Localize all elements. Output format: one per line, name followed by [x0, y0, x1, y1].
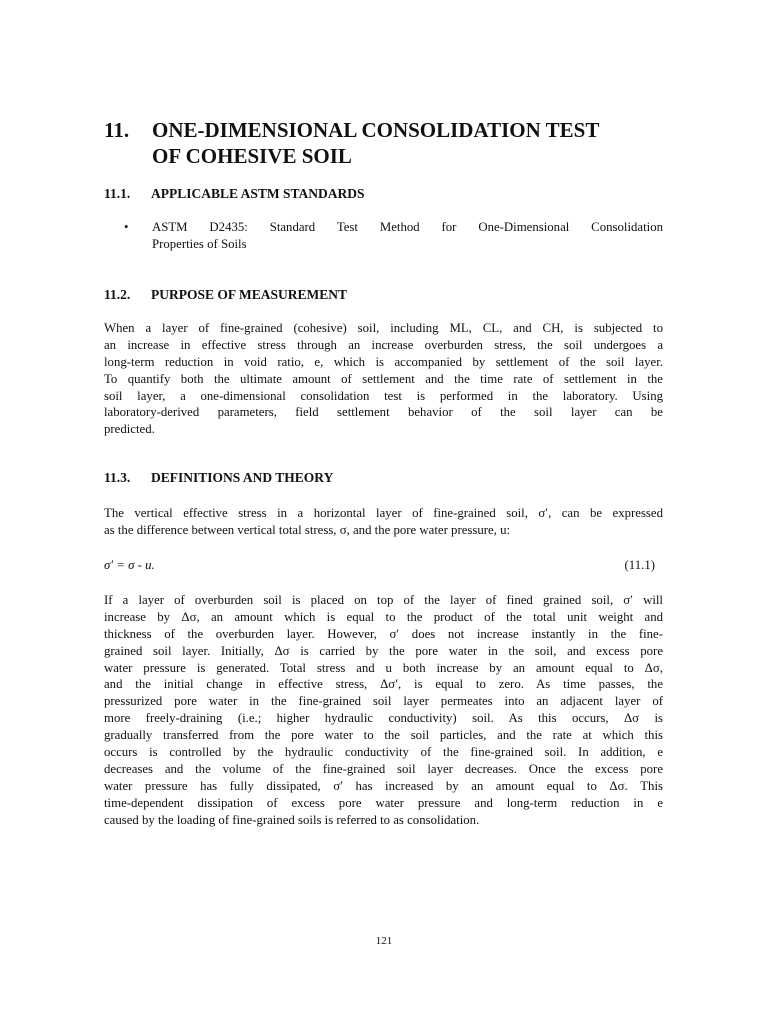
- text-line: time-dependent dissipation of excess pore water pressure and long-term reduction in e: [104, 795, 663, 810]
- section-number: 11.3.: [104, 470, 131, 485]
- text-line: predicted.: [104, 422, 155, 437]
- chapter-title-line: OF COHESIVE SOIL: [152, 144, 352, 168]
- text-line: more freely-draining (i.e.; higher hydraulic conductivity) soil. As this occurs, Δσ is: [104, 711, 663, 726]
- text-line: gradually transferred from the pore water to the soil particles, and the rate at which this: [104, 728, 663, 743]
- chapter-title: [152, 117, 599, 169]
- text-line: water pressure has fully dissipated, σ′ has increased by an amount equal to Δσ. This: [104, 778, 663, 793]
- text-line: as the difference between vertical total stress, σ, and the pore water pressure, u:: [104, 522, 511, 537]
- equation-number: (11.1): [624, 558, 655, 572]
- text-line: long-term reduction in void ratio, e, which is accompanied by settlement of the soil layer.: [104, 354, 663, 369]
- section-title: PURPOSE OF MEASUREMENT: [151, 287, 348, 302]
- text-line: To quantify both the ultimate amount of settlement and the time rate of settlement in the: [104, 371, 663, 386]
- theory-intro-paragraph: [104, 505, 663, 539]
- text-line: ASTM D2435: Standard Test Method for One-Dimensional Consolidation: [152, 220, 663, 234]
- text-line: If a layer of overburden soil is placed on top of the layer of fined grained soil, σ′ will: [104, 593, 663, 607]
- text-line: caused by the loading of fine-grained soils is referred to as consolidation.: [104, 812, 480, 827]
- text-line: When a layer of fine-grained (cohesive) soil, including ML, CL, and CH, is subjected to: [104, 321, 663, 335]
- text-line: water pressure is generated. Total stress and u both increase by an amount equal to Δσ,: [104, 660, 663, 675]
- purpose-paragraph: [104, 320, 663, 438]
- page-number: 121: [375, 935, 393, 947]
- bullet-icon: •: [124, 220, 129, 234]
- chapter-title-line: ONE-DIMENSIONAL CONSOLIDATION TEST: [152, 118, 600, 142]
- text-line: thickness of the overburden layer. However, σ′ does not increase instantly in the fine-: [104, 626, 663, 641]
- section-title: DEFINITIONS AND THEORY: [151, 470, 334, 485]
- text-line: occurs is controlled by the hydraulic conductivity of the fine-grained soil. In addition, e: [104, 745, 663, 760]
- equation-text: σ′ = σ - u.: [104, 558, 155, 572]
- text-line: pressurized pore water in the fine-grained soil layer permeates into an adjacent layer of: [104, 694, 663, 709]
- text-line: and the initial change in effective stress, Δσ′, is equal to zero. As time passes, the: [104, 677, 663, 692]
- chapter-number: 11.: [104, 118, 130, 142]
- text-line: increase by Δσ, an amount which is equal to the product of the total unit weight and: [104, 609, 663, 624]
- theory-body-paragraph: [104, 592, 663, 828]
- standard-text: [152, 219, 663, 253]
- text-line: grained soil layer. Initially, Δσ is carried by the pore water in the soil, and excess pore: [104, 643, 663, 658]
- text-line: soil layer, a one-dimensional consolidation test is performed in the laboratory. Using: [104, 388, 663, 403]
- section-title: APPLICABLE ASTM STANDARDS: [151, 186, 365, 201]
- section-number: 11.1.: [104, 186, 131, 201]
- section-number: 11.2.: [104, 287, 131, 302]
- text-line: an increase in effective stress through an increase overburden stress, the soil undergoes a: [104, 337, 663, 352]
- text-line: decreases and the volume of the fine-grained soil layer decreases. Once the excess pore: [104, 761, 663, 776]
- text-line: The vertical effective stress in a horizontal layer of fine-grained soil, σ′, can be expressed: [104, 506, 663, 520]
- text-line: Properties of Soils: [152, 236, 247, 251]
- text-line: laboratory-derived parameters, field settlement behavior of the soil layer can be: [104, 405, 663, 420]
